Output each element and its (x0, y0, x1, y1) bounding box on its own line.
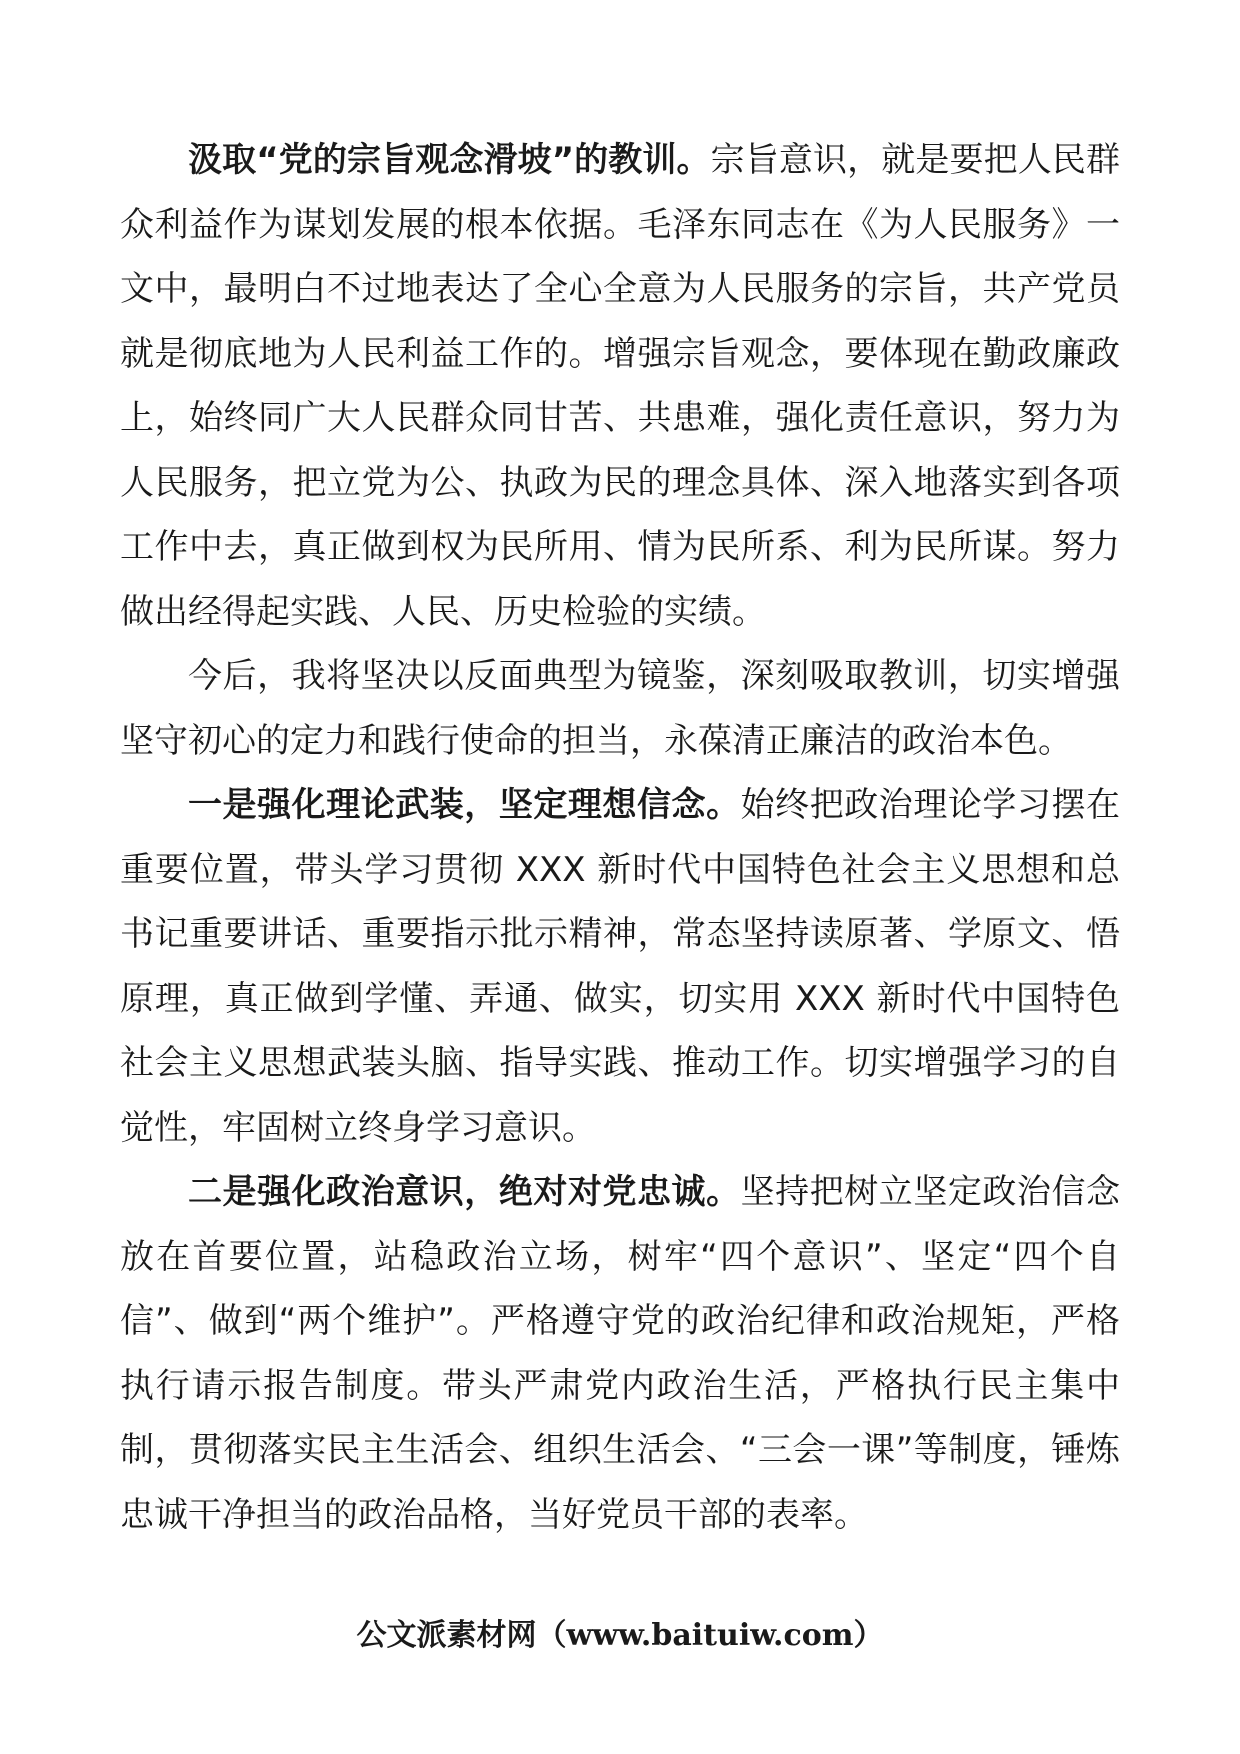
paragraph-lead: 汲取“党的宗旨观念滑坡”的教训。 (188, 140, 711, 180)
paragraph-lesson (120, 128, 1120, 644)
document-body (120, 128, 1120, 1547)
paragraph-point-one (120, 773, 1120, 1160)
paragraph-lead: 二是强化政治意识，绝对对党忠诚。 (188, 1172, 741, 1212)
paragraph-text: 今后，我将坚决以反面典型为镜鉴，深刻吸取教训，切实增强坚守初心的定力和践行使命的担当，永葆清正廉洁的政治本色。 (120, 656, 1120, 761)
paragraph-lead: 一是强化理论武装，坚定理想信念。 (188, 785, 741, 825)
paragraph-text: 宗旨意识，就是要把人民群众利益作为谋划发展的根本依据。毛泽东同志在《为人民服务》一文中，最明白不过地表达了全心全意为人民服务的宗旨，共产党员就是彻底地为人民利益工作的。增强宗旨观念，要体现在勤政廉政上，始终同广大人民群众同甘苦、共患难，强化责任意识，努力为人民服务，把立党为公、执政为民的理念具体、深入地落实到各项工作中去，真正做到权为民所用、情为民所系、利为民所谋。努力做出经得起实践、人民、历史检验的实绩。 (120, 140, 1120, 632)
paragraph-text: 始终把政治理论学习摆在重要位置，带头学习贯彻 XXX 新时代中国特色社会主义思想和总书记重要讲话、重要指示批示精神，常态坚持读原著、学原文、悟原理，真正做到学懂、弄通、做实，切实用 XXX 新时代中国特色社会主义思想武装头脑、指导实践、推动工作。切实增强学习的自觉性，牢固树立终身学习意识。 (120, 785, 1121, 1148)
paragraph-text: 坚持把树立坚定政治信念放在首要位置，站稳政治立场，树牢“四个意识”、坚定“四个自信”、做到“两个维护”。严格遵守党的政治纪律和政治规矩，严格执行请示报告制度。带头严肃党内政治生活，严格执行民主集中制，贯彻落实民主生活会、组织生活会、“三会一课”等制度，锤炼忠诚干净担当的政治品格，当好党员干部的表率。 (120, 1172, 1121, 1535)
paragraph-commitment (120, 644, 1120, 773)
paragraph-point-two (120, 1160, 1120, 1547)
page-footer: 公文派素材网（www.baituiw.com） (356, 1618, 884, 1653)
